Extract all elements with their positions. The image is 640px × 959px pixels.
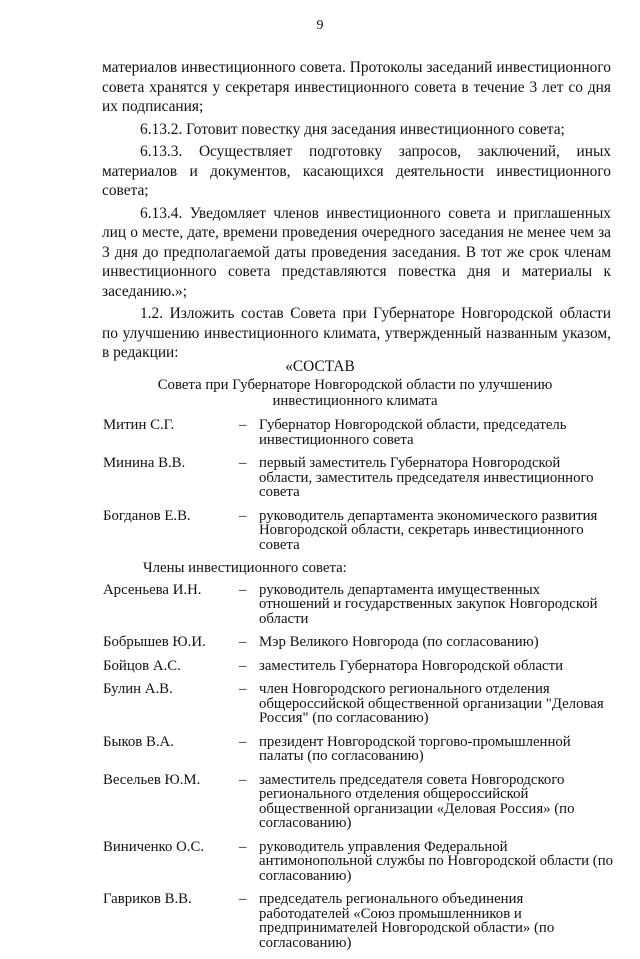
body-text [102,58,611,366]
page-number: 9 [316,18,324,33]
member-role: заместитель председателя совета Новгородского регионального отделения общероссийской общественной организации «Деловая Россия» (по согласованию) [259,771,575,831]
member-name: Бойцов А.С. [103,657,181,674]
paragraph-6-13-3: 6.13.3. Осуществляет подготовку запросов, заключений, иных материалов и документов, касающихся деятельности инвестиционного совета; [102,143,611,199]
member-role: член Новгородского регионального отделения общероссийской общественной организации "Деловая Россия" (по согласованию) [259,681,604,726]
member-row [103,840,613,884]
dash: – [239,771,247,788]
member-row [103,682,613,726]
dash: – [239,507,247,524]
paragraph-6-13-2: 6.13.2. Готовит повестку дня заседания инвестиционного совета; [140,120,565,138]
paragraph-continuation: материалов инвестиционного совета. Протоколы заседаний инвестиционного совета хранятся у секретаря инвестиционного совета в течение 3 лет со дня их подписания; [102,59,611,115]
members-label: Члены инвестиционного совета: [143,560,347,576]
dash: – [239,581,247,598]
member-role: руководитель управления Федеральной антимонопольной службы по Новгородской области (по согласованию) [259,838,614,884]
leader-row [103,418,613,447]
member-name: Митин С.Г. [103,417,175,433]
member-row [103,892,613,950]
member-row [103,635,613,650]
member-role: Губернатор Новгородской области, председатель инвестиционного совета [259,417,567,448]
member-row [103,583,613,627]
composition-title: «СОСТАВ [285,358,355,375]
member-row [103,773,613,831]
member-row [103,735,613,764]
member-name: Минина В.В. [103,455,186,471]
member-role: Мэр Великого Новгорода (по согласованию) [259,634,539,650]
member-name: Быков В.А. [103,733,174,750]
dash: – [239,657,247,674]
composition-roster [103,418,613,959]
dash: – [239,838,247,855]
member-role: председатель регионального объединения работодателей «Союз промышленников и предпринимателей Новгородской области» (по согласованию) [259,891,555,951]
dash: – [239,455,247,471]
member-role: первый заместитель Губернатора Новгородской области, заместитель председателя инвестиционного совета [259,455,594,500]
member-name: Бобрышев Ю.И. [103,634,206,650]
dash: – [239,634,247,650]
member-row [103,659,613,674]
dash: – [239,417,247,433]
dash: – [239,891,247,907]
member-role: руководитель департамента имущественных отношений и государственных закупок Новгородской области [259,581,598,627]
paragraph-1-2: 1.2. Изложить состав Совета при Губернаторе Новгородской области по улучшению инвестиционного климата, утвержденный названным указом, в редакции: [102,305,611,361]
member-name: Булин А.В. [103,681,173,697]
leader-row [103,456,613,500]
member-name: Гавриков В.В. [103,891,192,907]
paragraph-6-13-4: 6.13.4. Уведомляет членов инвестиционного совета и приглашенных лиц о месте, дате, времени проведения очередного заседания не менее чем за 3 дня до предполагаемой даты проведения заседания. В тот же срок членам инвестиционного совета представляются повестка дня и материалы к заседанию.»; [102,204,611,300]
dash: – [239,733,247,750]
member-name: Весельев Ю.М. [103,771,201,788]
member-role: заместитель Губернатора Новгородской области [259,657,564,674]
leader-row [103,509,613,553]
dash: – [239,681,247,697]
member-name: Виниченко О.С. [103,838,205,855]
composition-subtitle: Совета при Губернаторе Новгородской области по улучшению инвестиционного климата [157,377,553,409]
member-role: президент Новгородской торгово-промышленной палаты (по согласованию) [259,733,571,764]
member-role: руководитель департамента экономического развития Новгородской области, секретарь инвестиционного совета [259,507,598,553]
member-name: Богданов Е.В. [103,507,191,524]
member-name: Арсеньева И.Н. [103,581,202,598]
